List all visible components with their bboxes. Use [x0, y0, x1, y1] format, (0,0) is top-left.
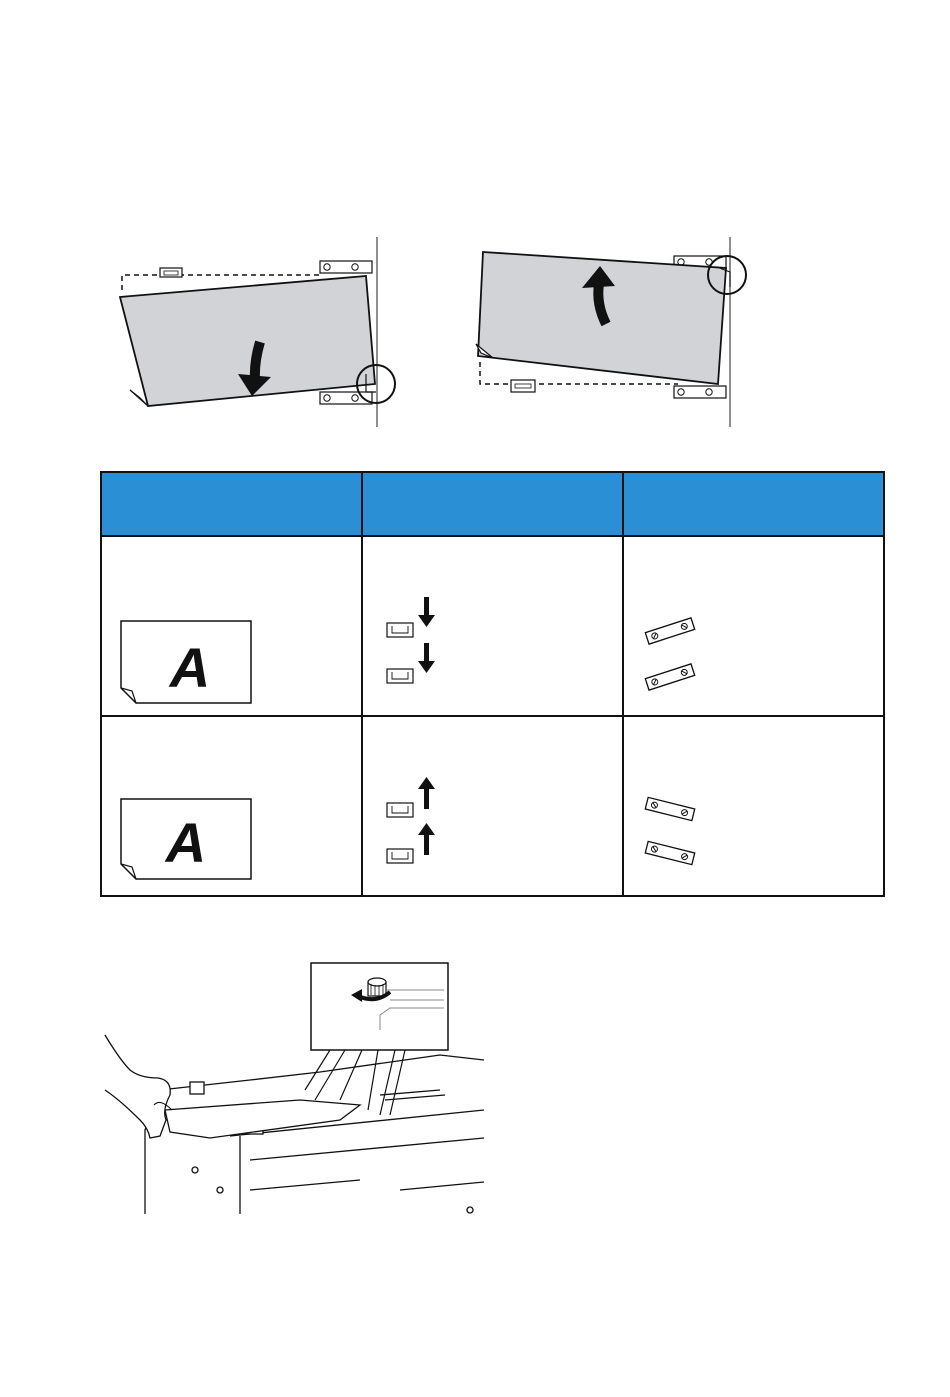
- skew-right-panel: [476, 237, 746, 427]
- bracket-icon: [645, 664, 694, 690]
- bracket-cell: [623, 536, 884, 716]
- sample-cell: [101, 716, 362, 896]
- table-header-cell: [623, 472, 884, 536]
- table-row: [101, 716, 884, 896]
- hand-icon: [105, 1035, 172, 1138]
- bracket-icon: [645, 841, 694, 864]
- arrow-down-icon: [418, 643, 435, 673]
- sample-letter: A: [165, 811, 207, 874]
- skew-left-panel: [120, 237, 395, 427]
- guide-tab-icon: [387, 623, 413, 637]
- table-row: [101, 536, 884, 716]
- guide-tab-icon: [387, 803, 413, 817]
- adjustment-table: [100, 471, 885, 897]
- paper-skew-figure: [100, 232, 780, 432]
- knob-icon: [368, 978, 386, 996]
- table-header-cell: [101, 472, 362, 536]
- guide-cell: [362, 716, 623, 896]
- bracket-cell: [623, 716, 884, 896]
- arrow-up-icon: [418, 777, 435, 809]
- guide-cell: [362, 536, 623, 716]
- arrow-down-icon: [418, 597, 435, 627]
- guide-tab-icon: [387, 849, 413, 863]
- bracket-icon: [645, 618, 694, 644]
- arrow-up-icon: [418, 823, 435, 855]
- knob-callout: [305, 963, 448, 1115]
- sample-letter: A: [169, 636, 211, 699]
- sample-cell: [101, 536, 362, 716]
- guide-tab-icon: [387, 669, 413, 683]
- tray-adjust-figure: [100, 960, 484, 1214]
- bracket-icon: [645, 797, 694, 820]
- table-header-cell: [362, 472, 623, 536]
